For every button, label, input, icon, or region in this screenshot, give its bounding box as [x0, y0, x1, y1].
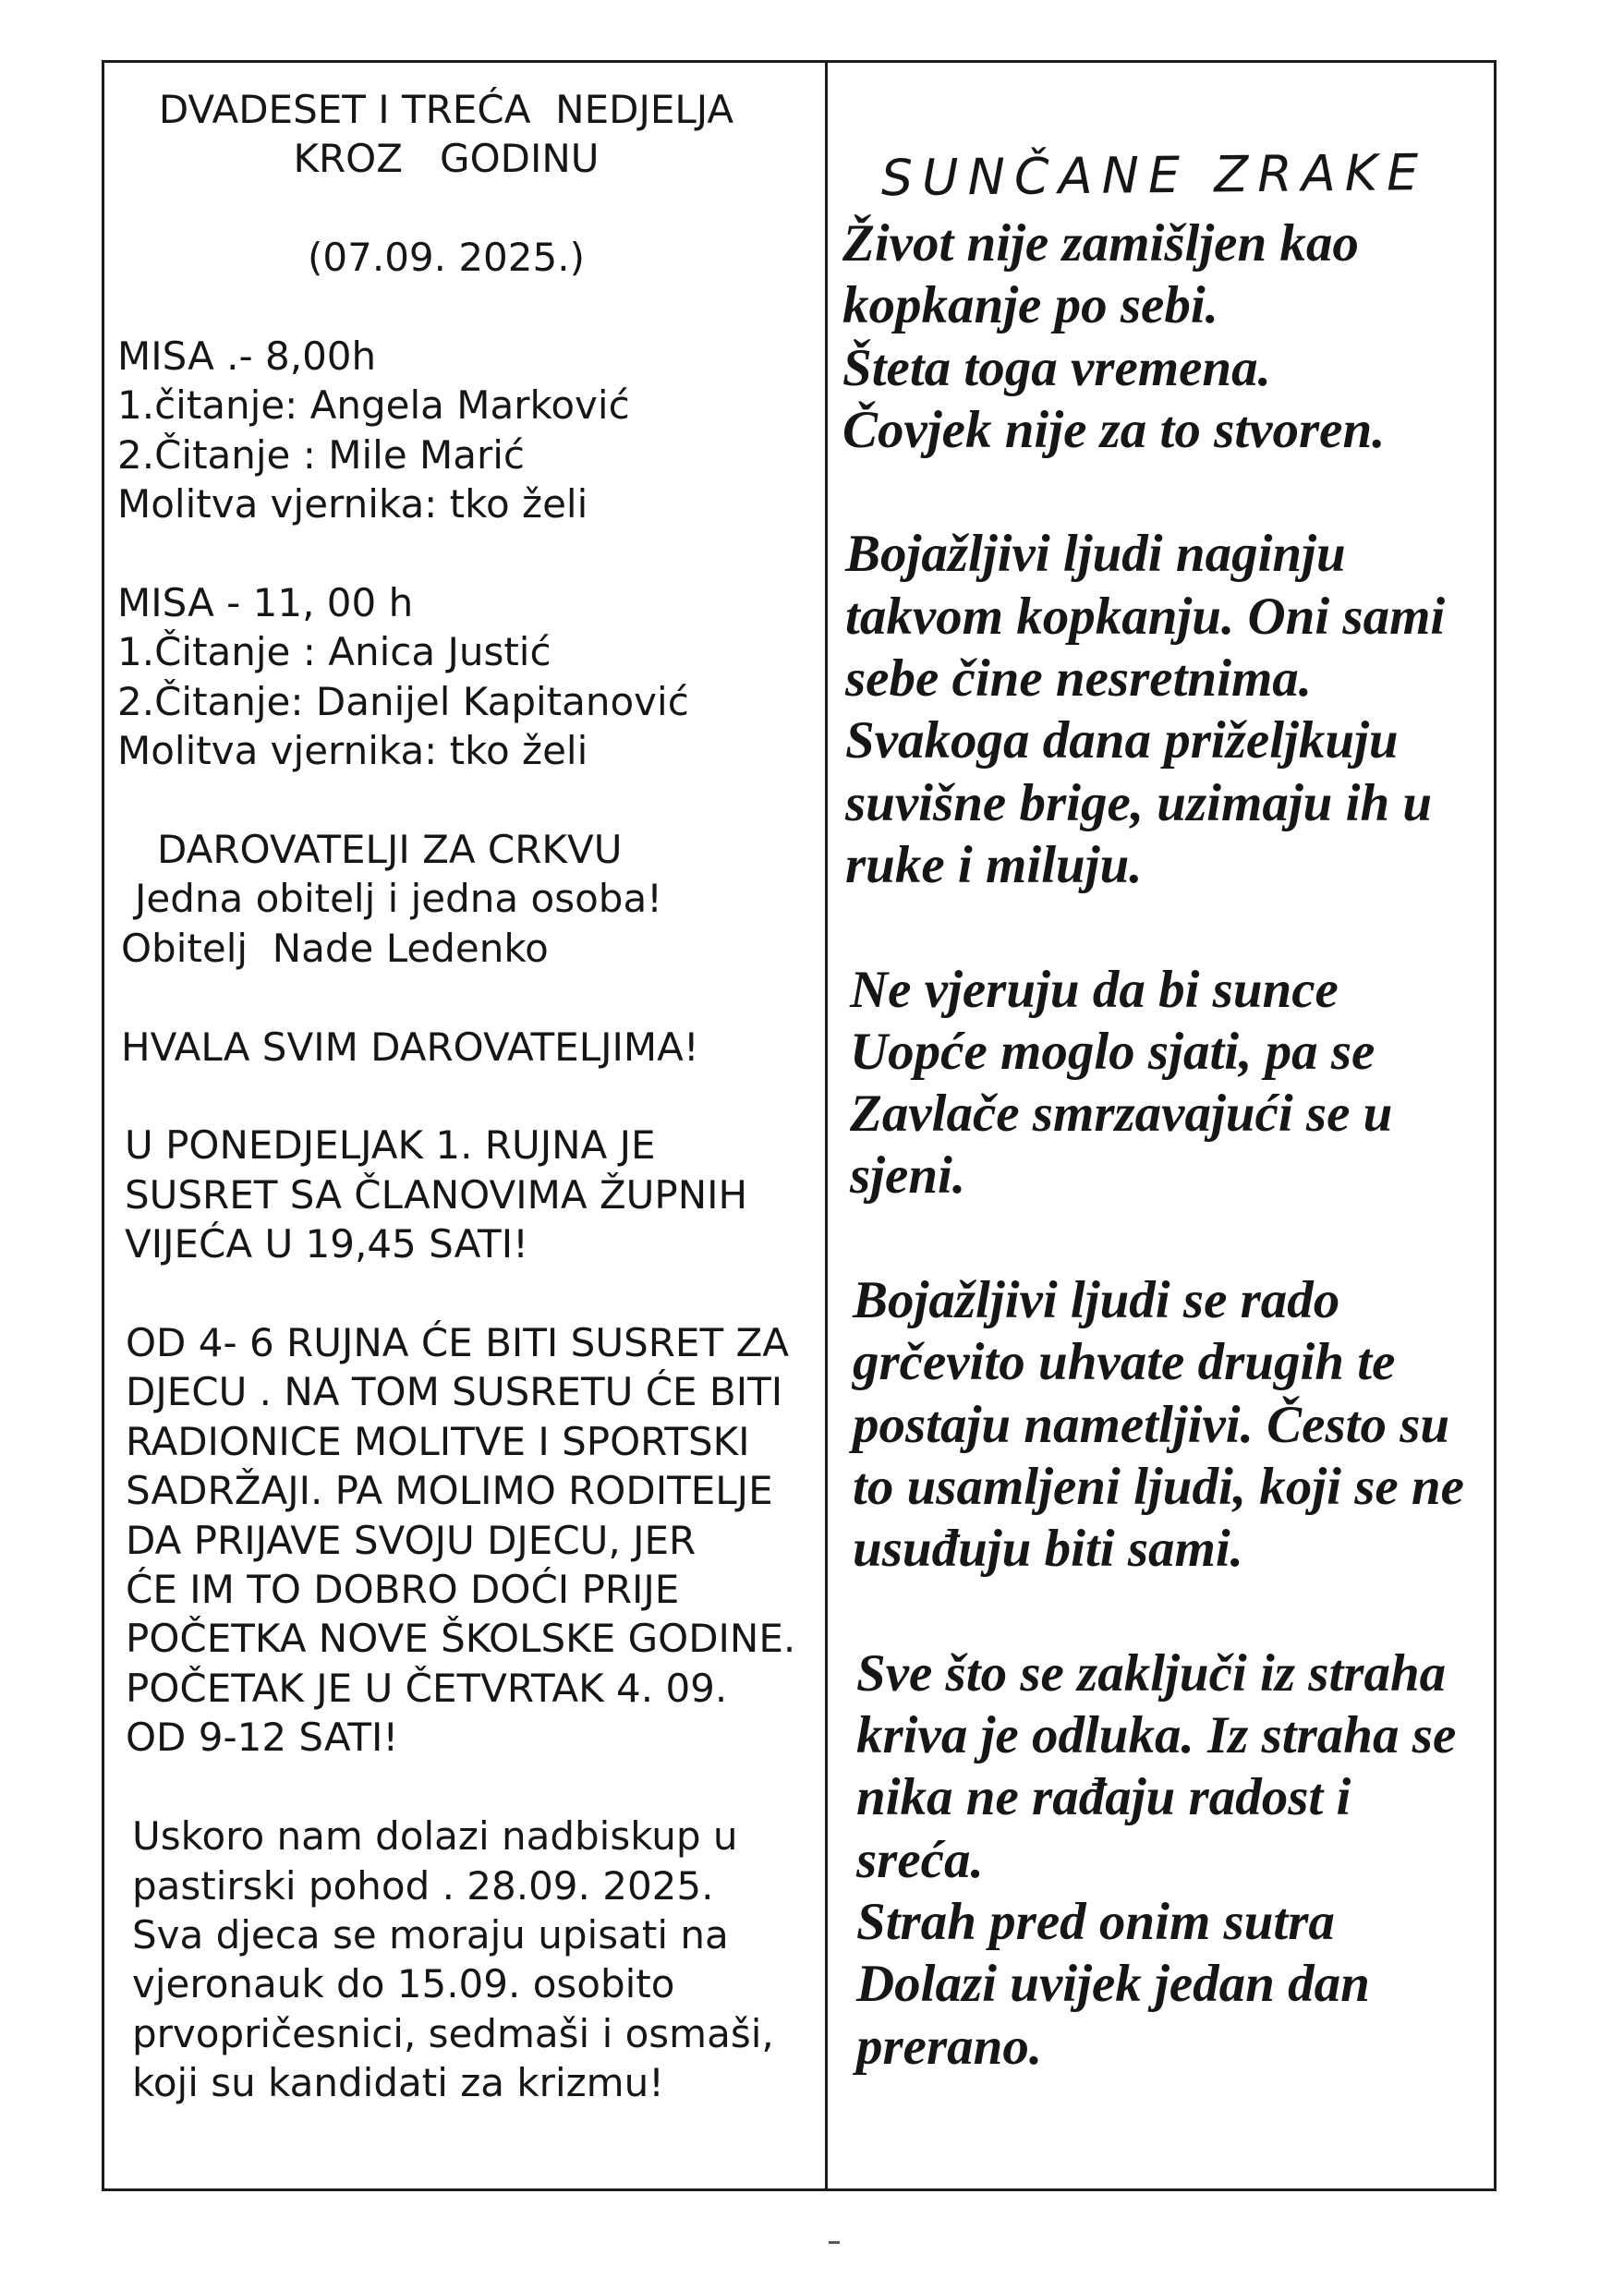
reflection-title: SUNČANE ZRAKE [880, 143, 1428, 208]
reflection-line: ruke i miluju. [845, 835, 1143, 894]
reflection-line: grčevito uhvate drugih te [853, 1333, 1396, 1392]
reflection-line: to usamljeni ljudi, koji se ne [853, 1457, 1464, 1516]
reflection-line: prerano. [856, 2017, 1043, 2076]
reflection-line: Dolazi uvijek jedan dan [856, 1955, 1370, 2014]
announcement-line: SADRŽAJI. PA MOLIMO RODITELJE [126, 1468, 773, 1514]
announcement-children-meeting [117, 1318, 825, 1763]
prayer-line: Molitva vjernika: tko želi [117, 481, 588, 527]
reflection-paragraph [842, 959, 1494, 1207]
sunday-heading [117, 85, 775, 184]
prayer-line: Molitva vjernika: tko želi [117, 728, 588, 774]
heading-line: DVADESET I TREĆA NEDJELJA [158, 87, 734, 132]
announcement-line: U PONEDJELJAK 1. RUJNA JE [125, 1122, 656, 1169]
first-reading: 1.Čitanje : Anica Justić [117, 629, 551, 675]
announcement-line: Sva djeca se moraju upisati na [132, 1911, 729, 1958]
announcement-line: DA PRIJAVE SVOJU DJECU, JER [126, 1517, 697, 1563]
reflection-line: Bojažljivi ljudi naginju [845, 525, 1346, 584]
announcement-line: VIJEĆA U 19,45 SATI! [125, 1221, 528, 1267]
left-column [104, 63, 828, 2188]
reflection-line: Šteta toga vremena. [842, 338, 1271, 397]
announcement-line: POČETKA NOVE ŠKOLSKE GODINE. [126, 1616, 796, 1662]
date-block [117, 233, 775, 282]
reflection-paragraph [842, 212, 1494, 461]
donor-line: Obitelj Nade Ledenko [121, 925, 549, 971]
donors-heading: DAROVATELJI ZA CRKVU [157, 827, 623, 873]
reflection-paragraph [842, 1269, 1494, 1580]
reflection-line: kopkanje po sebi. [842, 276, 1218, 335]
announcement-line: SUSRET SA ČLANOVIMA ŽUPNIH [125, 1171, 748, 1218]
announcement-council-meeting [117, 1121, 825, 1268]
announcement-line: POČETAK JE U ČETVRTAK 4. 09. [126, 1665, 728, 1711]
announcement-line: ĆE IM TO DOBRO DOĆI PRIJE [126, 1567, 680, 1613]
reflection-line: postaju nametljivi. Često su [853, 1395, 1450, 1454]
reflection-paragraph [842, 1642, 1494, 2078]
reflection-line: sreća. [856, 1830, 984, 1889]
reflection-line: Ne vjeruju da bi sunce [850, 960, 1339, 1019]
scan-mark [829, 2241, 840, 2244]
reflection-line: Sve što se zaključi iz straha [856, 1643, 1447, 1703]
reflection-line: kriva je odluka. Iz straha se [856, 1706, 1457, 1765]
reflection-line: Život nije zamišljen kao [842, 214, 1359, 273]
announcement-line: prvopričesnici, sedmaši i osmaši, [132, 2010, 774, 2056]
second-reading: 2.Čitanje: Danijel Kapitanović [117, 678, 689, 724]
reflection-line: Svakoga dana priželjkuju [845, 711, 1399, 770]
mass-schedule-1 [117, 332, 825, 529]
reflection-line: Čovjek nije za to stvoren. [842, 400, 1386, 459]
announcement-line: vjeronauk do 15.09. osobito [132, 1961, 675, 2007]
right-column [828, 63, 1494, 2188]
mass-time: MISA - 11, 00 h [117, 580, 414, 626]
heading-line: KROZ GODINU [293, 136, 600, 182]
reflection-line: suvišne brige, uzimaju ih u [845, 773, 1433, 832]
second-reading: 2.Čitanje : Mile Marić [117, 431, 526, 478]
reflection-line: Uopće moglo sjati, pa se [850, 1022, 1376, 1081]
date-line: (07.09. 2025.) [308, 235, 585, 281]
announcement-line: RADIONICE MOLITVE I SPORTSKI [126, 1418, 750, 1464]
reflection-line: usuđuju biti sami. [853, 1520, 1243, 1579]
reflection-line: sebe čine nesretnima. [845, 649, 1313, 709]
mass-time: MISA .- 8,00h [117, 333, 377, 379]
announcement-line: OD 9-12 SATI! [126, 1715, 399, 1761]
reflection-line: sjeni. [850, 1146, 966, 1206]
donor-line: Jedna obitelj i jedna osoba! [135, 876, 663, 922]
first-reading: 1.čitanje: Angela Marković [117, 382, 630, 429]
thanks-block [117, 1023, 825, 1072]
reflection-line: Bojažljivi ljudi se rado [853, 1271, 1340, 1330]
announcement-line: koji su kandidati za krizmu! [132, 2060, 665, 2106]
thanks-line: HVALA SVIM DAROVATELJIMA! [121, 1024, 699, 1070]
announcement-archbishop-visit [117, 1812, 825, 2107]
donors-block [117, 825, 825, 973]
mass-schedule-2 [117, 578, 825, 776]
reflection-line: nika ne rađaju radost i [856, 1768, 1351, 1827]
announcement-line: DJECU . NA TOM SUSRETU ĆE BITI [126, 1369, 783, 1415]
reflection-line: Zavlače smrzavajući se u [850, 1085, 1393, 1144]
announcement-line: pastirski pohod . 28.09. 2025. [132, 1862, 714, 1909]
reflection-line: takvom kopkanju. Oni sami [845, 587, 1446, 646]
announcement-line: OD 4- 6 RUJNA ĆE BITI SUSRET ZA [126, 1320, 789, 1366]
reflection-line: Strah pred onim sutra [856, 1893, 1335, 1952]
reflection-paragraph [842, 523, 1494, 896]
bulletin-table [102, 60, 1497, 2191]
announcement-line: Uskoro nam dolazi nadbiskup u [132, 1813, 738, 1860]
